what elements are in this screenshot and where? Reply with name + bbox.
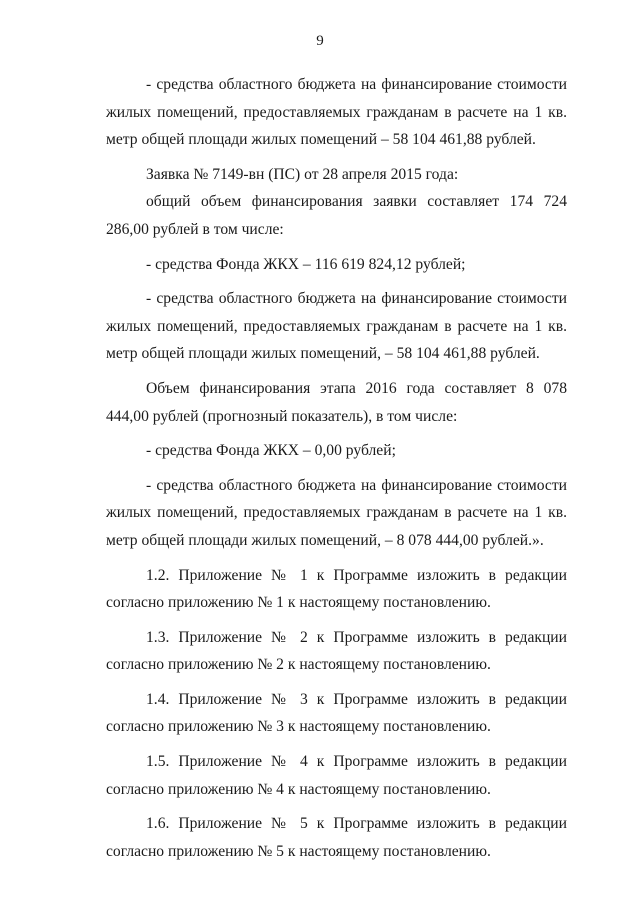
paragraph-application-title: Заявка № 7149-вн (ПС) от 28 апреля 2015 года: <box>146 165 459 183</box>
paragraph-item-1-4: 1.4. Приложение № 3 к Программе изложить в редакции согласно приложению № 3 к настоящему постановлению. <box>106 690 567 736</box>
paragraph-regional-budget-1: - средства областного бюджета на финансирование стоимости жилых помещений, предоставляемых гражданам в расчете на 1 кв. метр общей площади жилых помещений – 58 104 461,88 рублей. <box>106 76 567 149</box>
paragraph-stage-2016: Объем финансирования этапа 2016 года составляет 8 078 444,00 рублей (прогнозный показатель), в том числе: <box>106 379 567 425</box>
paragraph-regional-budget-2: - средства областного бюджета на финансирование стоимости жилых помещений, предоставляемых гражданам в расчете на 1 кв. метр общей площади жилых помещений, – 58 104 461,88 рублей. <box>106 290 567 363</box>
page-number: 9 <box>316 33 324 49</box>
paragraph-total-financing: общий объем финансирования заявки составляет 174 724 286,00 рублей в том числе: <box>106 193 567 238</box>
paragraph-item-1-3: 1.3. Приложение № 2 к Программе изложить в редакции согласно приложению № 2 к настоящему постановлению. <box>106 628 567 674</box>
paragraph-housing-fund-2: - средства Фонда ЖКХ – 0,00 рублей; <box>146 442 396 460</box>
paragraph-item-1-6: 1.6. Приложение № 5 к Программе изложить в редакции согласно приложению № 5 к настоящему постановлению. <box>106 815 567 860</box>
paragraph-regional-budget-3: - средства областного бюджета на финансирование стоимости жилых помещений, предоставляемых гражданам в расчете на 1 кв. метр общей площади жилых помещений, – 8 078 444,00 рублей.». <box>106 476 567 549</box>
paragraph-housing-fund-1: - средства Фонда ЖКХ – 116 619 824,12 рублей; <box>146 255 466 273</box>
paragraph-item-1-2: 1.2. Приложение № 1 к Программе изложить в редакции согласно приложению № 1 к настоящему постановлению. <box>106 566 567 612</box>
document-body <box>106 71 567 872</box>
paragraph-item-1-5: 1.5. Приложение № 4 к Программе изложить в редакции согласно приложению № 4 к настоящему постановлению. <box>106 753 567 798</box>
